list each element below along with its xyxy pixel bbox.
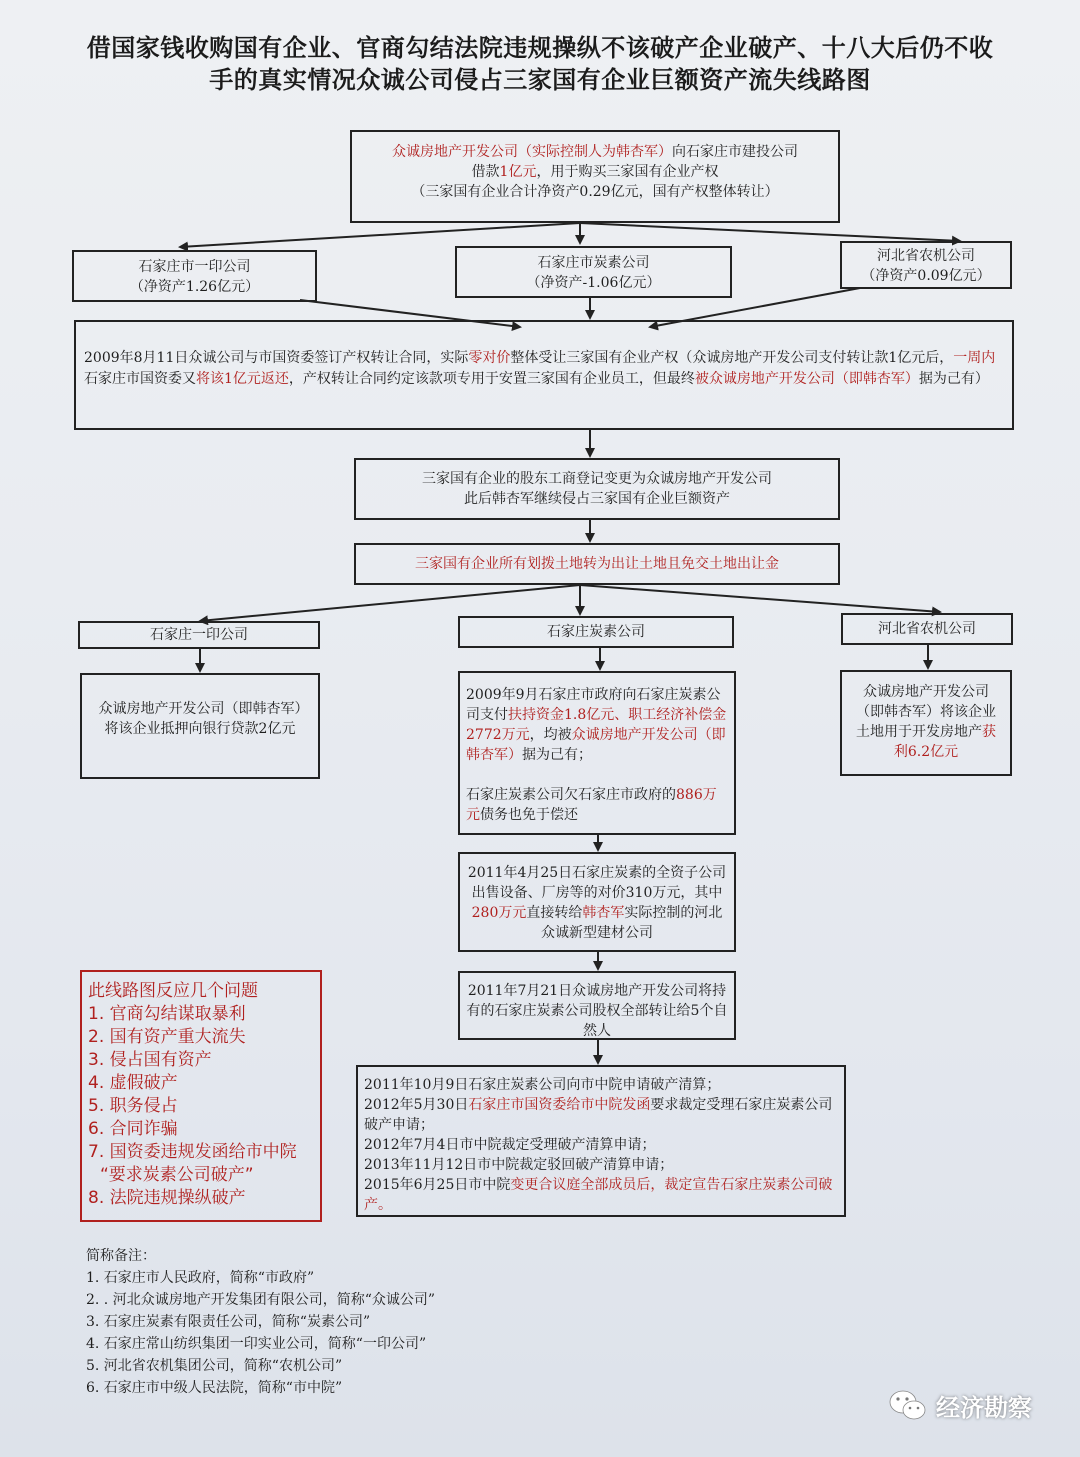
bankruptcy-line-3: 2012年7月4日市中院裁定受理破产清算申请；	[364, 1137, 656, 1153]
row1-tansu-name: 石家庄市炭素公司	[537, 255, 650, 271]
registration-line-2: 此后韩杏军继续侵占三家国有企业巨额资产	[464, 491, 730, 507]
contract-text-1: 2009年8月11日众诚公司与市国资委签订产权转让合同，实际	[84, 350, 469, 366]
problems-item: 4. 虚假破产	[88, 1073, 178, 1093]
tansu-debt-red-amount: 886万元	[466, 787, 717, 823]
notes-item: 6. 石家庄市中级人民法院，简称“市中院”	[86, 1380, 343, 1396]
row1-nongji-name: 河北省农机公司	[877, 248, 975, 264]
jul-2011-transfer-box: 2011年7月21日众诚房地产开发公司将持有的石家庄炭素公司股权全部转让给5个自然人	[458, 971, 736, 1040]
top-loan-box	[350, 130, 840, 223]
contract-box	[74, 320, 1014, 430]
bankruptcy-line-5-red: 变更合议庭全部成员后，裁定宣告石家庄炭素公司破产。	[364, 1177, 833, 1213]
registration-line-1: 三家国有企业的股东工商登记变更为众诚房地产开发公司	[422, 471, 772, 487]
tansu-subsidy-red-funds: 扶持资金1.8亿元、职工经济补偿金2772万元	[466, 707, 727, 743]
problems-item: 1. 官商勾结谋取暴利	[88, 1004, 246, 1024]
tansu-debt-text-1: 石家庄炭素公司欠石家庄市政府的	[466, 787, 676, 803]
apr-2011-sale-box	[458, 852, 736, 952]
row1-nongji-box	[840, 241, 1012, 289]
nongji-land-red-profit: 获利6.2亿元	[893, 724, 996, 760]
row1-tansu-value: （净资产-1.06亿元）	[526, 275, 661, 291]
top-loan-text-3: ，用于购买三家国有企业产权	[536, 164, 719, 180]
problems-item: 8. 法院违规操纵破产	[88, 1188, 246, 1208]
top-loan-text-2: 借款	[471, 164, 500, 180]
problems-heading: 此线路图反应几个问题	[88, 981, 258, 1001]
problems-box	[80, 970, 322, 1222]
tansu-subsidy-text-3: 据为己有；	[522, 747, 592, 763]
wechat-icon	[888, 1389, 928, 1423]
problems-item: 3. 侵占国有资产	[88, 1050, 212, 1070]
apr-2011-red-amount: 280万元	[471, 905, 527, 921]
apr-2011-text-1: 2011年4月25日石家庄炭素的全资子公司出售设备、厂房等的对价310万元，其中	[467, 865, 727, 901]
watermark-text: 经济勘察	[936, 1394, 1032, 1422]
watermark	[888, 1388, 1032, 1423]
tansu-subsidy-red-company: 众诚房地产开发公司（即韩杏军）	[466, 727, 726, 763]
land-box: 三家国有企业所有划拨土地转为出让土地且免交土地出让金	[354, 543, 840, 585]
arrow-top-to-yiyin	[180, 223, 580, 247]
tansu-subsidy-box	[458, 671, 736, 835]
top-loan-text-1: 向石家庄市建投公司	[672, 144, 798, 160]
nongji-land-profit-box	[840, 670, 1012, 776]
contract-text-5: 据为己有）	[918, 371, 989, 387]
problems-item: 6. 合同诈骗	[88, 1119, 178, 1139]
row1-tansu-box	[455, 246, 732, 298]
nongji-land-text: 众诚房地产开发公司（即韩杏军）将该企业土地用于开发房地产	[856, 684, 996, 740]
problems-item: “要求炭素公司破产”	[100, 1165, 254, 1185]
notes-heading: 简称备注：	[86, 1248, 156, 1264]
bankruptcy-line-5	[364, 1175, 838, 1215]
bankruptcy-line-1: 2011年10月9日石家庄炭素公司向市中院申请破产清算；	[364, 1077, 721, 1093]
contract-red-seized: 被众诚房地产开发公司（即韩杏军）	[694, 371, 919, 387]
title-line-1: 借国家钱收购国有企业、官商勾结法院违规操纵不该破产企业破产、十八大后仍不收	[86, 34, 994, 62]
top-loan-text-4: （三家国有企业合计净资产0.29亿元，国有产权整体转让）	[411, 184, 779, 200]
bankruptcy-timeline-box	[356, 1065, 846, 1217]
bankruptcy-line-2-text-b: 要求裁定受理石家庄炭素公司破产申请；	[364, 1097, 833, 1133]
abbreviation-notes	[86, 1245, 606, 1399]
row2-yiyin-box: 石家庄一印公司	[78, 621, 320, 649]
row1-nongji-value: （净资产0.09亿元）	[861, 268, 991, 284]
bankruptcy-line-2	[364, 1095, 838, 1135]
problems-item: 7. 国资委违规发函给市中院	[88, 1142, 297, 1162]
notes-item: 4. 石家庄常山纺织集团一印实业公司，简称“一印公司”	[86, 1336, 427, 1352]
bankruptcy-line-5-text: 2015年6月25日市中院	[364, 1177, 511, 1193]
bankruptcy-line-2-text-a: 2012年5月30日	[364, 1097, 469, 1113]
contract-red-one-week: 一周内	[953, 350, 996, 366]
notes-item: 3. 石家庄炭素有限责任公司，简称“炭素公司”	[86, 1314, 371, 1330]
notes-item: 5. 河北省农机集团公司，简称“农机公司”	[86, 1358, 343, 1374]
apr-2011-text-3: 实际控制的河北众诚新型建材公司	[541, 905, 723, 941]
row1-yiyin-value: （净资产1.26亿元）	[129, 279, 260, 295]
tansu-debt-text-2: 债务也免于偿还	[480, 807, 578, 823]
row1-yiyin-box	[72, 250, 317, 302]
contract-text-2: 整体受让三家国有企业产权（众诚房地产开发公司支付转让款1亿元后，	[510, 350, 954, 366]
arrow-top-to-nongji	[580, 223, 960, 241]
contract-text-4: ，产权转让合同约定该款项专用于安置三家国有企业员工，但最终	[288, 371, 695, 387]
row1-yiyin-name: 石家庄市一印公司	[138, 259, 251, 275]
notes-item: 1. 石家庄市人民政府，简称“市政府”	[86, 1270, 315, 1286]
row2-nongji-box: 河北省农机公司	[841, 613, 1013, 645]
notes-item: 2. . 河北众诚房地产开发集团有限公司，简称“众诚公司”	[86, 1292, 436, 1308]
yiyin-mortgage-box: 众诚房地产开发公司（即韩杏军）将该企业抵押向银行贷款2亿元	[80, 673, 320, 779]
tansu-subsidy-text-2: ，均被	[529, 727, 572, 743]
top-loan-red-company: 众诚房地产开发公司（实际控制人为韩杏军）	[392, 144, 672, 160]
bankruptcy-line-4: 2013年11月12日市中院裁定驳回破产清算申请；	[364, 1157, 674, 1173]
contract-red-zero-price: 零对价	[468, 350, 511, 366]
row2-tansu-box: 石家庄炭素公司	[458, 616, 734, 648]
top-loan-red-amount: 1亿元	[499, 164, 537, 180]
contract-red-returned: 将该1亿元返还	[196, 371, 289, 387]
contract-text-3: 石家庄市国资委又	[84, 371, 196, 387]
registration-box	[354, 458, 840, 520]
title-line-2: 手的真实情况众诚公司侵占三家国有企业巨额资产流失线路图	[209, 66, 871, 94]
bankruptcy-line-2-red: 石家庄市国资委给市中院发函	[468, 1097, 651, 1113]
problems-item: 2. 国有资产重大流失	[88, 1027, 246, 1047]
tansu-subsidy-text-1: 2009年9月石家庄市政府向石家庄炭素公司支付	[466, 687, 721, 723]
arrow-land-to-nongji2	[580, 585, 940, 612]
apr-2011-red-person: 韩杏军	[582, 905, 625, 921]
apr-2011-text-2: 直接转给	[526, 905, 583, 921]
problems-item: 5. 职务侵占	[88, 1096, 178, 1116]
